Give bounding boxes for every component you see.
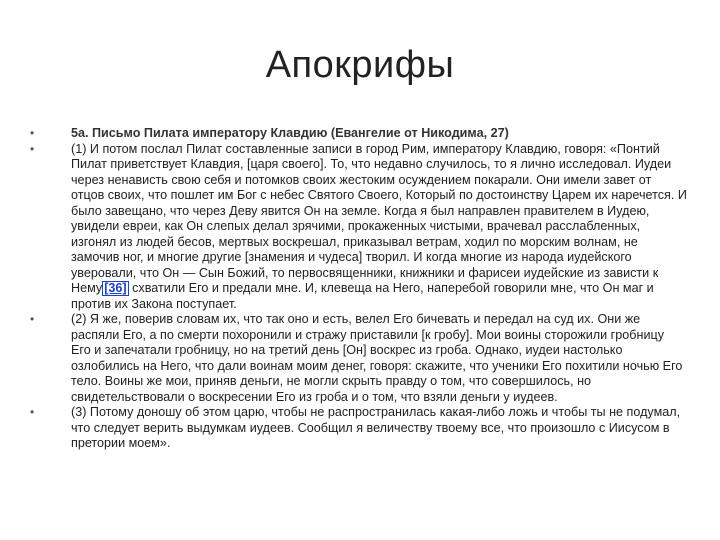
list-item-paragraph-3 [27, 405, 687, 452]
bullet-list [27, 126, 687, 452]
paragraph-1-text-before: (1) И потом послал Пилат составленные записи в город Рим, императору Клавдию, говоря: «Понтий Пилат приветствует Клавдия, [царя своего]. То, что недавно случилось, то я лично исследовал. Иудеи через ненависть свою себя и потомков своих жестоким осуждением покарали. Они имели завет от отцов своих, что пошлет им Бог с небес Святого Своего, Который по достоинству Царем их наречется. И было завещано, что через Деву явится Он на земле. Когда я был направлен правителем в Иудею, увидели евреи, как Он слепых делал зрячими, прокаженных чистыми, врачевал расслабленных, изгонял из людей бесов, мертвых воскрешал, приказывал ветрам, ходил по морским волнам, не замочив ног, и многие другие [знамения и чудеса] творил. И когда многие из народа иудейского уверовали, что Он — Сын Божий, то первосвященники, книжники и фарисеи иудейские из зависти к Нему [71, 141, 687, 295]
paragraph-3-text: (3) Потому доношу об этом царю, чтобы не распространилась какая-либо ложь и чтобы ты не подумал, что следует верить выдумкам иудеев. Сообщил я величеству твоему все, что произошло с Иисусом в претории моем». [71, 405, 681, 450]
list-item-paragraph-2 [27, 312, 687, 405]
bullet-icon: • [30, 312, 35, 326]
list-item-heading [27, 126, 687, 142]
paragraph-2-text: (2) Я же, поверив словам их, что так оно и есть, велел Его бичевать и передал на суд их. Они же распяли Его, а по смерти похоронили и стражу приставили [к гробу]. Мои воины сторожили гробницу Его и запечатали гробницу, но на третий день [Он] воскрес из гроба. Однако, иудеи настолько озлобились на Него, что дали воинам моим денег, говоря: скажите, что ученики Его похитили ночью Его тело. Воины же мои, приняв деньги, не могли скрыть правду о том, что совершилось, но свидетельствовали о воскресении Его из гроба и о том, что взяли деньги у иудеев. [71, 312, 683, 404]
list-item-paragraph-1 [27, 142, 687, 313]
bullet-icon: • [30, 405, 35, 419]
slide-title: Апокрифы [265, 44, 455, 86]
paragraph-1-text-after: схватили Его и предали мне. И, клевеща на Него, наперебой говорили мне, что Он маг и против их Закона поступает. [71, 281, 654, 311]
bullet-icon: • [30, 141, 35, 156]
bullet-icon: • [30, 126, 35, 140]
footnote-ref-link[interactable]: [36] [104, 281, 127, 295]
section-heading: 5а. Письмо Пилата императору Клавдию (Евангелие от Никодима, 27) [71, 126, 509, 140]
